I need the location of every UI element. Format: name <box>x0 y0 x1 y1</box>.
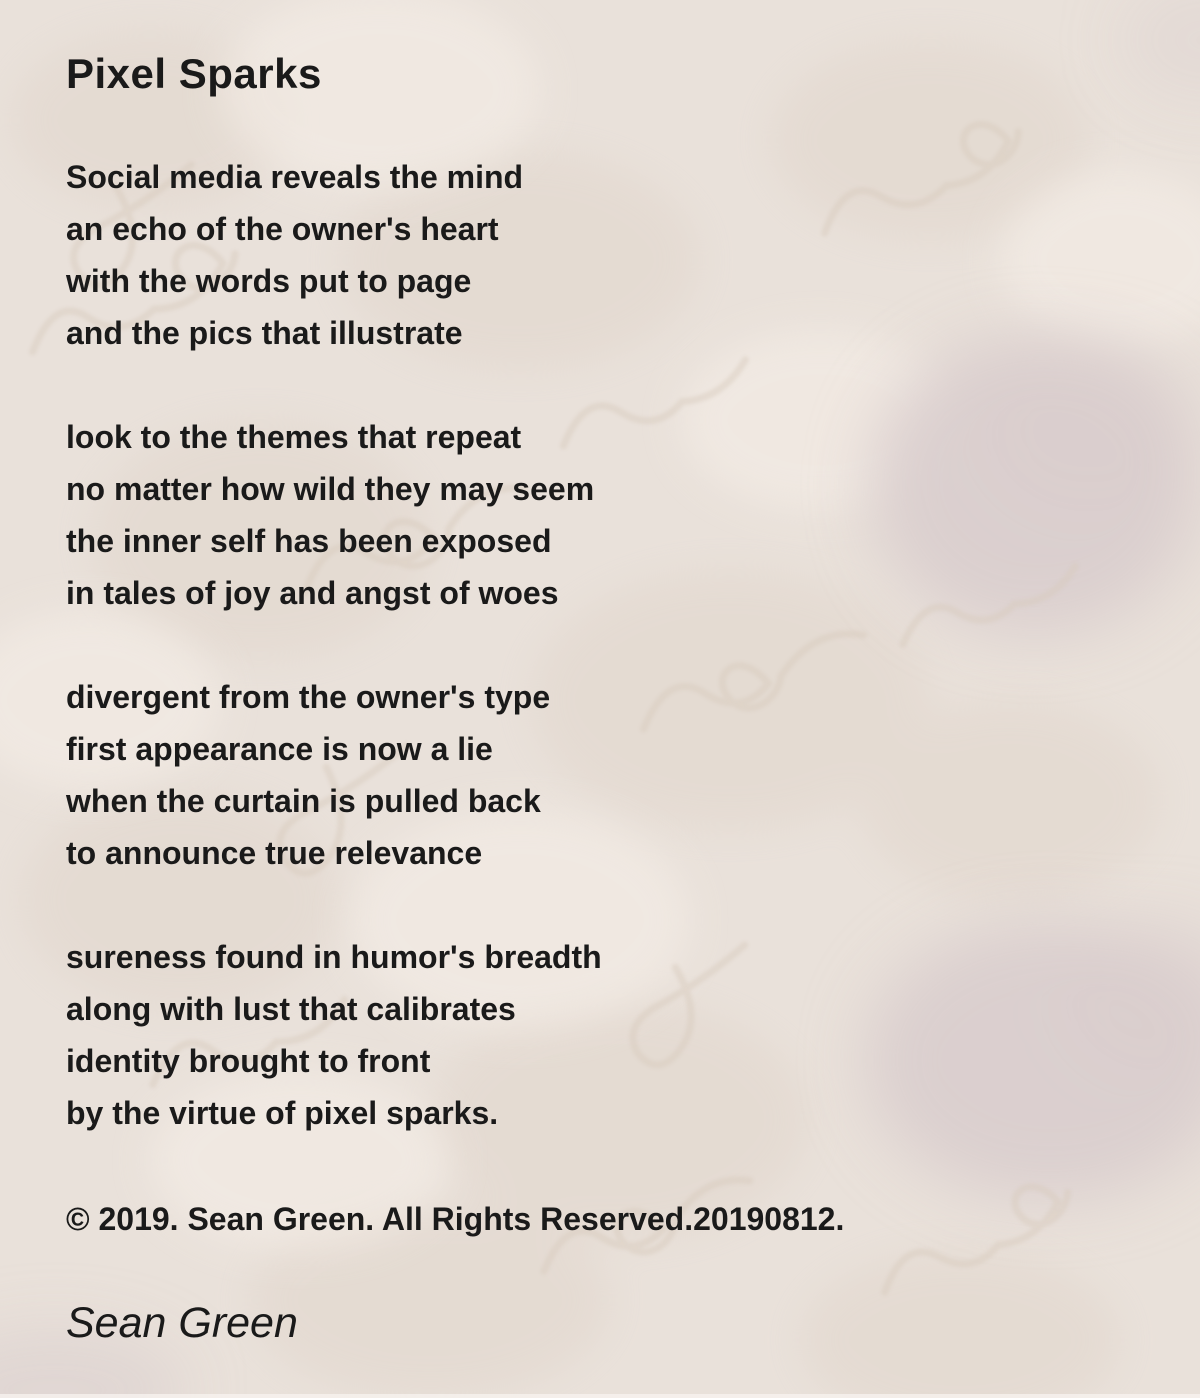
poem-line: the inner self has been exposed <box>66 523 552 559</box>
stanza-3 <box>66 671 550 879</box>
stanza-1 <box>66 151 523 359</box>
poem-line: Social media reveals the mind <box>66 159 524 195</box>
poem-line: along with lust that calibrates <box>66 991 516 1027</box>
poem-line: by the virtue of pixel sparks. <box>66 1095 499 1131</box>
poem-line: to announce true relevance <box>66 835 483 871</box>
stanza-4 <box>66 931 602 1139</box>
poem-title: Pixel Sparks <box>66 50 322 97</box>
poem-line: first appearance is now a lie <box>66 731 493 767</box>
poem-line: when the curtain is pulled back <box>66 783 541 819</box>
poem-line: no matter how wild they may seem <box>66 471 595 507</box>
poem-line: identity brought to front <box>66 1043 431 1079</box>
stanza-2 <box>66 411 594 619</box>
copyright-line: © 2019. Sean Green. All Rights Reserved.20190812. <box>66 1201 845 1237</box>
poem-line: in tales of joy and angst of woes <box>66 575 559 611</box>
poem-line: divergent from the owner's type <box>66 679 551 715</box>
poem-line: and the pics that illustrate <box>66 315 463 351</box>
author-signature: Sean Green <box>66 1299 298 1347</box>
poem-line: with the words put to page <box>66 263 472 299</box>
poem-line: sureness found in humor's breadth <box>66 939 602 975</box>
poem-line: look to the themes that repeat <box>66 419 522 455</box>
poem-line: an echo of the owner's heart <box>66 211 499 247</box>
